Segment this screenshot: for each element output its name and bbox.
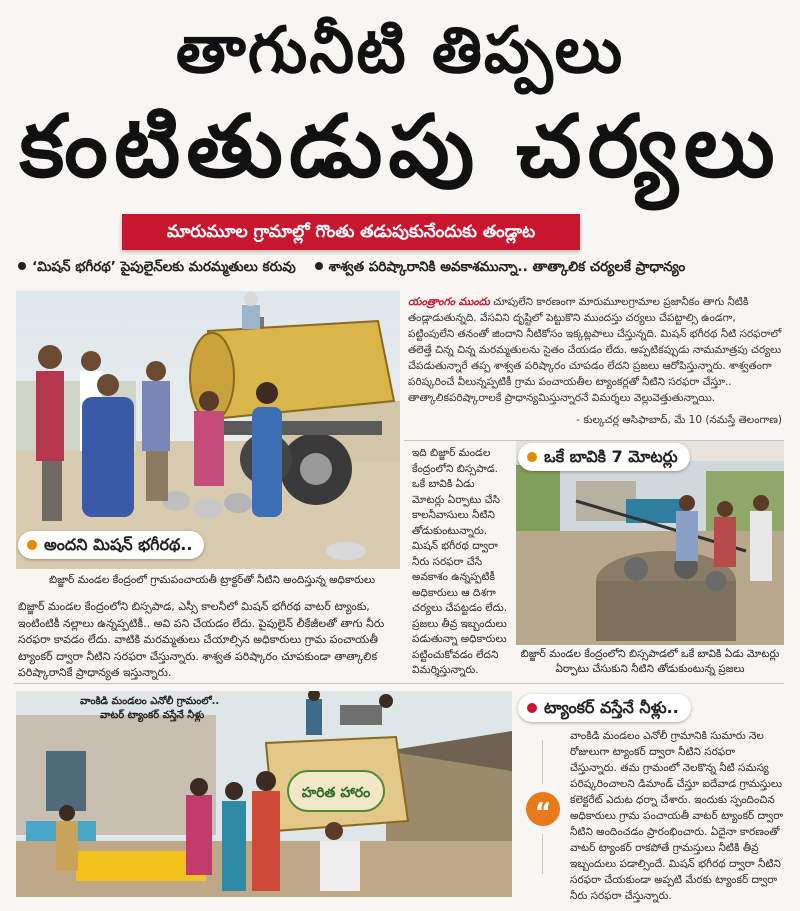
photo3-caption-line1: వాంకిడి మండలం ఎనోలీ గ్రామంలో.. — [80, 696, 220, 707]
tanker-label-pill — [518, 694, 691, 722]
headline-line-2: కంటితుడుపు చర్యలు — [19, 97, 781, 197]
photo3-caption-line2: వాటర్ ట్యాంకర్ వస్తేనే నీళ్లు — [100, 710, 205, 721]
photo-village-tanker — [16, 691, 512, 897]
tanker-label: ట్యాంకర్ వస్తేనే నీళ్లు.. — [544, 698, 679, 717]
tank-text: హరిత హారం — [301, 785, 371, 801]
intro-body: చూపులేని కారణంగా మారుమూలగ్రామాల ప్రజానీకం తాగు నీటికి తండ్లాడుతున్నది. వేసవిని దృష్టిలో పెట్టుకొని ముందస్తు చర్యలు చేపట్టాల్సి ఉండగా, పట్టింపులేని తనంతో జిందాని నీటికోసం ఇక్కట్లపాలు చేస్తున్నది. మిషన్ భగీరథ నీటి సరఫరాలో తలెత్తే చిన్న చిన్న మరమ్మతులను సైతం చేయడం లేదు. అప్పటికప్పుడు నామమాత్రపు చర్యలు చేపడుతున్నారే తప్ప శాశ్వత పరిష్కారం చూపడం లేదని ప్రజలు ఆరోపిస్తున్నారు. శాశ్వతంగా పరిష్కరించే వీలున్నప్పటికీ గ్రామ పంచాయతీల ట్యాంకర్లతో నీటిని సరఫరా చేస్తూ.. తాత్కాలికపరిష్కారాలకే ప్రాధాన్యమిస్తున్నారనే విమర్శలు వెల్లువెత్తుతున్నాయి. — [408, 296, 782, 404]
photo-label-pill — [18, 531, 204, 559]
bullet-1: ‘మిషన్ భగీరథ’ పైపులైన్‌లకు మరమ్మతులు కరువు — [32, 259, 296, 275]
bullet-points — [18, 259, 788, 278]
label-dot-icon — [527, 703, 537, 713]
photo3-caption — [80, 695, 219, 723]
photo1-caption: బిజ్జార్ మండల కేంద్రంలో గ్రామపంచాయతీ ట్రాక్టర్‌తో నీటిని అందిస్తున్న అధికారులు — [48, 574, 376, 586]
bullet-2: శాశ్వత పరిష్కారానికి అవకాశమున్నా.. తాత్కాలిక చర్యలకే ప్రాధాన్యం — [328, 259, 686, 275]
photo-well-motors — [516, 441, 784, 645]
bullet-dot-icon — [18, 262, 26, 270]
photo-well-motors-image — [516, 441, 784, 645]
quote-rule-bottom — [542, 834, 543, 874]
photo-tanker-trailer — [16, 291, 400, 569]
dateline: - కుల్కచర్ల ఆసిఫాబాద్, మే 10 (నమస్తే తెలంగాణ) — [576, 414, 782, 426]
headline-line-1: తాగునీటి తిప్పలు — [175, 14, 625, 88]
intro-paragraph — [408, 294, 784, 406]
subheadline-banner: మారుమూల గ్రామాల్లో గొంతు తడుపుకునేందుకు తండ్లాట — [122, 214, 580, 250]
photo2-caption: బిజ్జార్ మండల కేంద్రంలోని బిస్సపాడలో ఒకే బావికి ఏడు మోటర్లు ఏర్పాటు చేసుకుని నీటిని తోడుకుంటున్న ప్రజలు — [520, 648, 780, 675]
quote-rule-top — [542, 740, 543, 784]
intro-highlight: యంత్రాంగం ముందు — [408, 296, 490, 308]
divider-line — [14, 683, 784, 684]
bullet-dot-icon — [315, 262, 323, 270]
photo-tanker-trailer-image — [16, 291, 400, 569]
label-dot-icon — [27, 540, 37, 550]
article-bissapada: బిజ్జార్ మండల కేంద్రంలోని బిస్సపాడ, ఎస్సీ కాలనీలో మిషన్ భగీరథ వాటర్ ట్యాంకు, ఇంటింటికీ నల్లాలు ఉన్నప్పటికీ.. అవి పని చేయడం లేదు. పైపులైన్ లీకేజీలతో తాగు నీరు సరఫరా కావడం లేదు. వాటికి మరమ్మతులు చేయాల్సిన అధికారులు గ్రామ పంచాయతీ ట్యాంకర్ ద్వారా నీటిని సరఫరా చేస్తున్నారు. శాశ్వత పరిష్కారం చూపకుండా తాత్కాలిక పరిష్కారానికే ప్రాధాన్యత ఇస్తున్నారు. — [18, 600, 385, 679]
article-one-well: ఇది బిజ్జార్ మండల కేంద్రంలోని బిస్సపాడ. ఒకే బావికి ఏడు మోటర్లు ఏర్పాటు చేసి కాలనీవాసులు నీటిని తోడుకుంటున్నారు. మిషన్ భగీరథ ద్వారా నీరు సరఫరా చేసే అవకాశం ఉన్నప్పటికీ అధికారులు ఆ దిశగా చర్యలు చేపట్టడం లేదు. ప్రజలు తీవ్ర ఇబ్బందులు పడుతున్నా అధికారులు పట్టించుకోవడం లేదని విమర్శిస్తున్నారు. — [412, 447, 508, 676]
label-dot-icon — [527, 452, 537, 462]
article-tanker: వాంకిడి మండలం ఎనోలీ గ్రామానికి సుమారు నెల రోజులుగా ట్యాంకర్ ద్వారా నీటిని సరఫరా చేస్తున్నారు. తమ గ్రామంలో నెలకొన్న నీటి సమస్య పరిష్కరించాలని డిమాండ్ చేస్తూ ఐదేవాడ గ్రామస్తులు కలెక్టరేట్ ఎదుట ధర్నా చేశారు. ఇందుకు స్పందించిన అధికారులు గ్రామ పంచాయతీ వాటర్ ట్యాంకర్ ద్వారా నీటిని అందించడం ప్రారంభించారు. ఏదైనా కారణంతో వాటర్ ట్యాంకర్ రాకపోతే గ్రామస్తులు నీటికి తీవ్ర ఇబ్బందులు పడాల్సిందే. మిషన్ భగీరథ ద్వారా నీటిని సరఫరా చేయకుండా అప్పటి మేరకు ట్యాంకర్ ద్వారా నీరు సరఫరా చేస్తున్నారు. — [570, 730, 784, 902]
photo-label-pill — [518, 443, 690, 471]
photo2-label: ఒకే బావికి 7 మోటర్లు — [544, 447, 678, 466]
photo1-label: అందని మిషన్ భగీరథ.. — [44, 535, 193, 554]
quote-icon: “ — [526, 792, 560, 826]
